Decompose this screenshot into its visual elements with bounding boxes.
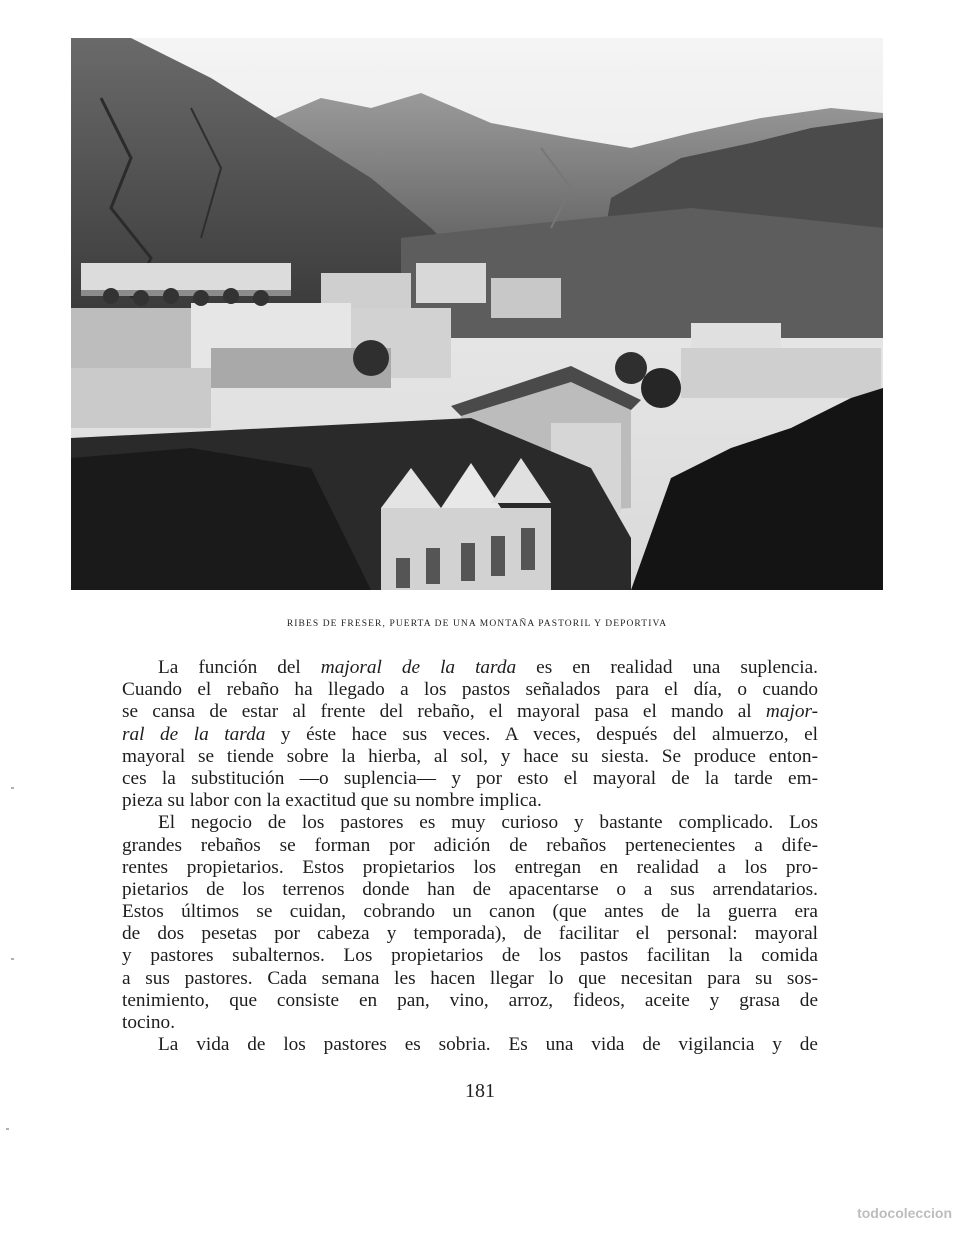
margin-mark: [11, 787, 14, 789]
text-line: Estos últimos se cuidan, cobrando un canon (que antes de la guerra era: [122, 901, 818, 923]
ribes-de-freser-photograph: [71, 38, 883, 590]
photograph-image: [71, 38, 883, 590]
text-line: tenimiento, que consiste en pan, vino, arroz, fideos, aceite y grasa de: [122, 989, 818, 1011]
text-line: ces la substitución —o suplencia— y por esto el mayoral de la tarde em-: [122, 767, 818, 789]
margin-mark: [6, 1128, 9, 1130]
text-line: grandes rebaños se forman por adición de rebaños pertenecientes a dife-: [122, 834, 818, 856]
text-line: La vida de los pastores es sobria. Es una vida de vigilancia y de: [158, 1034, 818, 1056]
paragraph: [122, 657, 818, 812]
text-line: pietarios de los terrenos donde han de apacentarse o a sus arrendatarios.: [122, 878, 818, 900]
text-line: ral de la tarda y éste hace sus veces. A veces, después del almuerzo, el: [122, 723, 818, 745]
text-line: rentes propietarios. Estos propietarios los entregan en realidad a los pro-: [122, 856, 818, 878]
body-text: [122, 657, 818, 1056]
text-line: se cansa de estar al frente del rebaño, el mayoral pasa el mando al major-: [122, 701, 818, 723]
text-line: El negocio de los pastores es muy curioso y bastante complicado. Los: [158, 812, 818, 834]
text-line: tocino.: [122, 1012, 176, 1033]
page-number: 181: [465, 1080, 495, 1102]
watermark: todocoleccion: [857, 1205, 952, 1221]
paragraph: [122, 1034, 818, 1056]
margin-mark: [11, 958, 14, 960]
text-line: mayoral se tiende sobre la hierba, al sol, y hace su siesta. Se produce enton-: [122, 745, 818, 767]
text-line: de dos pesetas por cabeza y temporada), de facilitar el personal: mayoral: [122, 923, 818, 945]
text-line: y pastores subalternos. Los propietarios de los pastos facilitan la comida: [122, 945, 818, 967]
text-line: pieza su labor con la exactitud que su nombre implica.: [122, 790, 542, 812]
text-line: Cuando el rebaño ha llegado a los pastos señalados para el día, o cuando: [122, 679, 818, 701]
paragraph: [122, 812, 818, 1034]
text-line: a sus pastores. Cada semana les hacen llegar lo que necesitan para su sos-: [122, 967, 818, 989]
photo-caption: RIBES DE FRESER, PUERTA DE UNA MONTAÑA PASTORIL Y DEPORTIVA: [286, 619, 668, 629]
text-line: La función del majoral de la tarda es en realidad una suplencia.: [158, 657, 818, 678]
